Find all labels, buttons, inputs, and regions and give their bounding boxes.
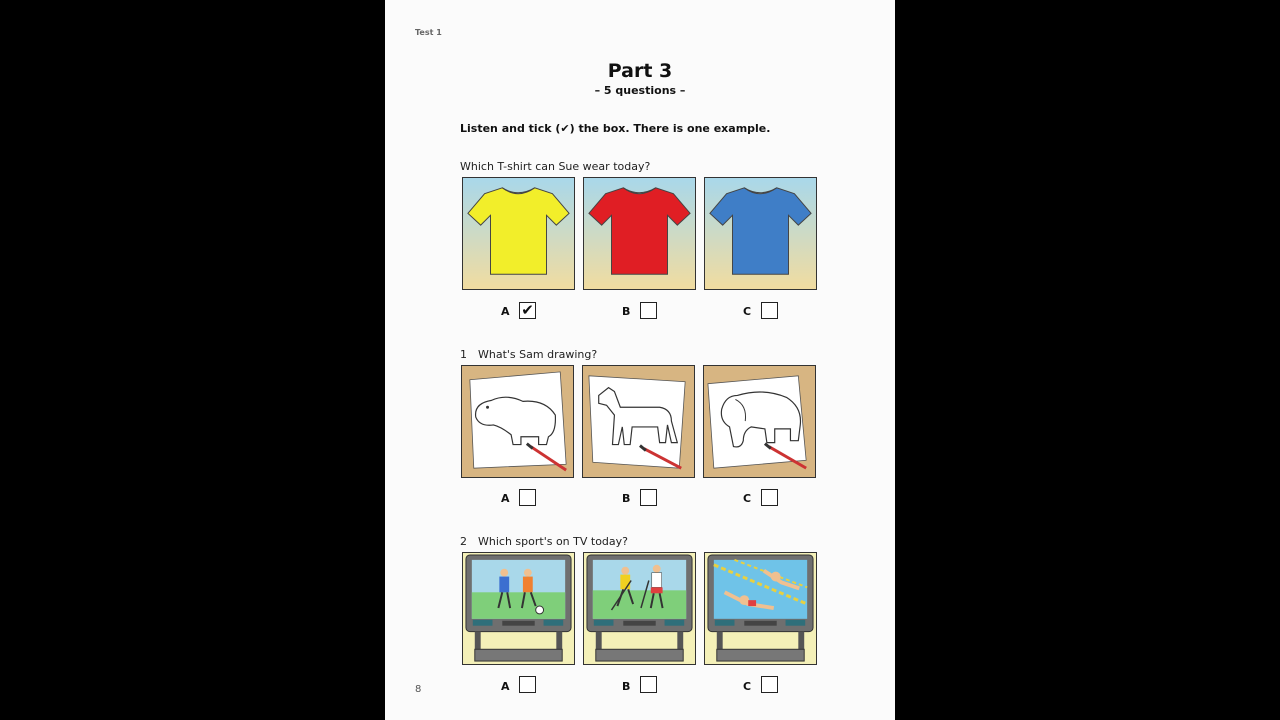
elephant-drawing-picture xyxy=(703,365,816,478)
question-1 xyxy=(460,348,597,361)
option-letter: A xyxy=(501,680,510,693)
red-tshirt-picture xyxy=(583,177,696,290)
answer-checkbox[interactable] xyxy=(761,302,778,319)
option-letter: B xyxy=(622,492,631,505)
example-question xyxy=(460,160,650,173)
option-letter: B xyxy=(622,305,631,318)
answer-checkbox[interactable]: ✔ xyxy=(519,302,536,319)
swimming-tv-picture xyxy=(704,552,817,665)
option-letter: C xyxy=(743,305,752,318)
worksheet-page xyxy=(385,0,895,720)
option-letter: A xyxy=(501,305,510,318)
hockey-tv-picture xyxy=(583,552,696,665)
part-subtitle: – 5 questions – xyxy=(594,84,686,97)
answer-checkbox[interactable] xyxy=(519,676,536,693)
option-letter: B xyxy=(622,680,631,693)
football-tv-picture xyxy=(462,552,575,665)
option-letter: C xyxy=(743,680,752,693)
test-label: Test 1 xyxy=(415,28,442,37)
instructions: Listen and tick (✔) the box. There is one example. xyxy=(460,122,771,135)
question-text: What's Sam drawing? xyxy=(478,348,598,361)
answer-checkbox[interactable] xyxy=(640,302,657,319)
option-letter: C xyxy=(743,492,752,505)
answer-checkbox[interactable] xyxy=(640,676,657,693)
question-2 xyxy=(460,535,628,548)
question-text: Which sport's on TV today? xyxy=(478,535,629,548)
yellow-tshirt-picture xyxy=(462,177,575,290)
page-number: 8 xyxy=(415,684,422,695)
answer-checkbox[interactable] xyxy=(640,489,657,506)
hippo-drawing-picture xyxy=(461,365,574,478)
question-number: 2 xyxy=(460,535,467,548)
answer-checkbox[interactable] xyxy=(761,489,778,506)
question-text: Which T-shirt can Sue wear today? xyxy=(460,160,651,173)
part-title: Part 3 xyxy=(607,60,673,82)
answer-checkbox[interactable] xyxy=(761,676,778,693)
answer-checkbox[interactable] xyxy=(519,489,536,506)
option-letter: A xyxy=(501,492,510,505)
question-number: 1 xyxy=(460,348,467,361)
blue-tshirt-picture xyxy=(704,177,817,290)
horse-drawing-picture xyxy=(582,365,695,478)
